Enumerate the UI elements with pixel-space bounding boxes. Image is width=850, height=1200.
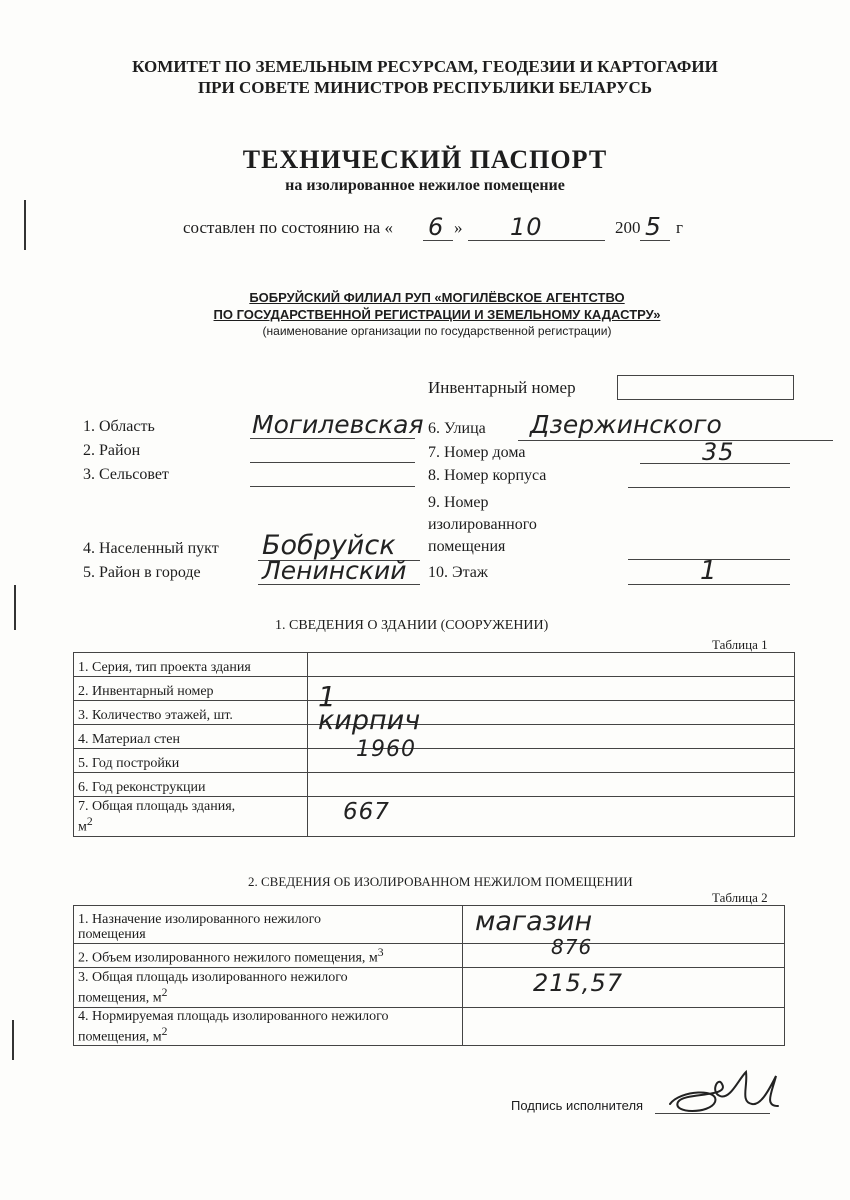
date-month: 10 xyxy=(510,213,543,241)
date-month-underline xyxy=(468,240,605,241)
signature-image xyxy=(660,1062,790,1122)
selsovet-label: 3. Сельсовет xyxy=(83,466,169,483)
building-number-underline xyxy=(628,487,790,488)
table-cell-value xyxy=(308,773,795,797)
date-line xyxy=(183,218,393,238)
floor-value: 1 xyxy=(700,556,718,586)
volume-label: 2. Объем изолированного нежилого помещения, м xyxy=(78,950,378,966)
committee-line-2: ПРИ СОВЕТЕ МИНИСТРОВ РЕСПУБЛИКИ БЕЛАРУСЬ xyxy=(197,78,653,97)
floor-label: 10. Этаж xyxy=(428,564,488,581)
premises-area-label-1: 3. Общая площадь изолированного нежилого xyxy=(78,970,348,985)
room-number-label-1: 9. Номер xyxy=(428,494,489,511)
settlement-label: 4. Населенный пукт xyxy=(83,540,219,557)
purpose-label-2: помещения xyxy=(78,927,146,942)
document-subtitle: на изолированное нежилое помещение xyxy=(285,177,565,194)
square-superscript: 2 xyxy=(161,986,168,999)
table-cell-label xyxy=(74,944,463,968)
table-cell-label xyxy=(74,1007,463,1046)
table-cell-label: 4. Материал стен xyxy=(74,725,308,749)
date-day: 6 xyxy=(428,213,445,241)
table-1-label: Таблица 1 xyxy=(712,637,768,652)
inventory-number-label: Инвентарный номер xyxy=(428,378,576,397)
table-cell-value xyxy=(308,797,795,837)
date-year-prefix: 200 xyxy=(615,218,641,237)
table-cell-label: 3. Количество этажей, шт. xyxy=(74,701,308,725)
table-row xyxy=(74,677,795,701)
city-district-value: Ленинский xyxy=(262,556,407,585)
oblast-value: Могилевская xyxy=(252,410,424,439)
premises-info-table xyxy=(73,905,785,1046)
section-1-title: 1. СВЕДЕНИЯ О ЗДАНИИ (СООРУЖЕНИИ) xyxy=(275,618,549,633)
total-area-unit: м xyxy=(78,820,87,835)
organization-caption: (наименование организации по государственной регистрации) xyxy=(262,324,612,338)
floors-count-value: 1 xyxy=(318,680,337,713)
organization-line-1: БОБРУЙСКИЙ ФИЛИАЛ РУП «МОГИЛЁВСКОЕ АГЕНТСТВО xyxy=(249,290,625,305)
scan-mark xyxy=(24,200,26,250)
house-number-underline xyxy=(640,463,790,464)
signature-label: Подпись исполнителя xyxy=(511,1098,644,1113)
table-row xyxy=(74,773,795,797)
table-cell-label: 5. Год постройки xyxy=(74,749,308,773)
table-row xyxy=(74,944,785,968)
table-row xyxy=(74,701,795,725)
table-cell-value xyxy=(463,906,785,944)
table-cell-value xyxy=(308,653,795,677)
table-row xyxy=(74,1007,785,1046)
organization-line-2: ПО ГОСУДАРСТВЕННОЙ РЕГИСТРАЦИИ И ЗЕМЕЛЬНОМУ КАДАСТРУ» xyxy=(213,307,661,322)
table-cell-label: 2. Инвентарный номер xyxy=(74,677,308,701)
premises-area-label-2: помещения, м xyxy=(78,990,162,1006)
committee-line-1: КОМИТЕТ ПО ЗЕМЕЛЬНЫМ РЕСУРСАМ, ГЕОДЕЗИИ И КАРТОГАФИИ xyxy=(132,57,718,76)
date-suffix: г xyxy=(676,218,683,237)
oblast-label: 1. Область xyxy=(83,418,155,435)
scan-mark xyxy=(14,585,16,630)
settlement-value: Бобруйск xyxy=(262,530,396,561)
purpose-label-1: 1. Назначение изолированного нежилого xyxy=(78,912,321,927)
table-row xyxy=(74,906,785,944)
table-cell-value xyxy=(308,677,795,701)
wall-material-value: кирпич xyxy=(318,705,421,736)
date-prefix: составлен по состоянию на « xyxy=(183,218,393,237)
build-year-value: 1960 xyxy=(356,737,416,762)
table-cell-label: 1. Серия, тип проекта здания xyxy=(74,653,308,677)
normed-area-label-2: помещения, м xyxy=(78,1029,162,1045)
cubic-superscript: 3 xyxy=(377,946,384,959)
table-cell-label xyxy=(74,797,308,837)
document-title: ТЕХНИЧЕСКИЙ ПАСПОРТ xyxy=(242,145,608,174)
volume-value: 876 xyxy=(551,935,593,959)
city-district-underline xyxy=(258,584,420,585)
date-day-underline xyxy=(423,240,453,241)
table-cell-label xyxy=(74,967,463,1007)
table-cell-label: 6. Год реконструкции xyxy=(74,773,308,797)
inventory-number-box xyxy=(617,375,794,400)
table-cell-value xyxy=(463,1007,785,1046)
section-2-title: 2. СВЕДЕНИЯ ОБ ИЗОЛИРОВАННОМ НЕЖИЛОМ ПОМЕЩЕНИИ xyxy=(248,874,633,889)
table-cell-value xyxy=(463,967,785,1007)
street-label: 6. Улица xyxy=(428,420,486,437)
square-superscript: 2 xyxy=(161,1024,168,1038)
table-row xyxy=(74,797,795,837)
raion-underline xyxy=(250,462,415,463)
oblast-underline xyxy=(250,438,415,439)
building-number-label: 8. Номер корпуса xyxy=(428,467,547,484)
house-number-value: 35 xyxy=(702,438,735,466)
table-row xyxy=(74,653,795,677)
building-info-table xyxy=(73,652,795,837)
date-quote-close: » xyxy=(454,218,463,237)
table-cell-value xyxy=(308,737,795,773)
total-area-label: 7. Общая площадь здания, xyxy=(78,799,236,815)
room-number-label-2: изолированного xyxy=(428,516,537,533)
table-row xyxy=(74,967,785,1007)
square-superscript: 2 xyxy=(86,815,93,829)
table-row xyxy=(74,725,795,749)
floor-underline xyxy=(628,584,790,585)
house-number-label: 7. Номер дома xyxy=(428,444,526,461)
table-2-label: Таблица 2 xyxy=(712,890,768,905)
raion-label: 2. Район xyxy=(83,442,141,459)
total-area-value: 667 xyxy=(343,799,390,825)
selsovet-underline xyxy=(250,486,415,487)
room-number-label-3: помещения xyxy=(428,538,506,555)
table-cell-label xyxy=(74,906,463,944)
scan-mark xyxy=(12,1020,14,1060)
street-underline xyxy=(518,440,833,441)
normed-area-label-1: 4. Нормируемая площадь изолированного нежилого xyxy=(78,1008,389,1024)
table-cell-value xyxy=(463,935,785,968)
date-year-underline xyxy=(640,240,670,241)
street-value: Дзержинского xyxy=(530,410,722,439)
premises-area-value: 215,57 xyxy=(533,968,623,997)
table-row xyxy=(74,749,795,773)
date-year-digit: 5 xyxy=(645,212,662,241)
purpose-value: магазин xyxy=(475,906,593,937)
city-district-label: 5. Район в городе xyxy=(83,564,201,581)
